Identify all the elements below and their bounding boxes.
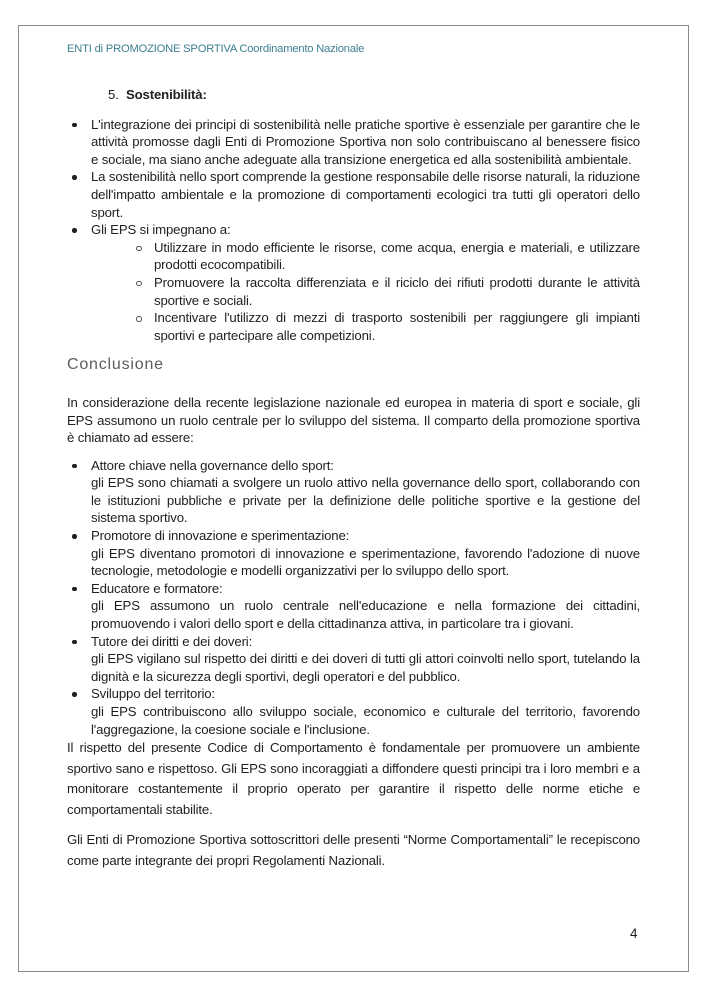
role-label: Promotore di innovazione e sperimentazione: — [91, 528, 350, 544]
list-item: L'integrazione dei principi di sostenibilità nelle pratiche sportive è essenziale per garantire che le attività promosse dagli Enti di Promozione Sportiva non solo contribuiscano al benessere fisico e sociale, ma siano anche adeguate alla transizione energetica ed alla sostenibilità ambientale. — [67, 116, 640, 169]
role-text: gli EPS vigilano sul rispetto dei diritti e dei doveri di tutti gli attori coinvolti nello sport, tutelando la dignità e la sicurezza degli sportivi, degli operatori e del pubblico. — [91, 651, 640, 684]
role-item — [67, 580, 640, 633]
sub-list-item: Utilizzare in modo efficiente le risorse, come acqua, energia e materiali, e utilizzare prodotti ecocompatibili. — [133, 239, 640, 274]
page-header: ENTI di PROMOZIONE SPORTIVA Coordinamento Nazionale — [67, 43, 365, 55]
role-item — [67, 457, 640, 527]
role-label: Sviluppo del territorio: — [91, 686, 215, 702]
roles-bullet-list — [67, 457, 640, 739]
list-item: La sostenibilità nello sport comprende la gestione responsabile delle risorse naturali, la riduzione dell'impatto ambientale e la promozione di comportamenti ecologici tra tutti gli operatori dello sport. — [67, 168, 640, 221]
conclusion-intro: In considerazione della recente legislazione nazionale ed europea in materia di sport e sociale, gli EPS assumono un ruolo centrale per lo sviluppo del sistema. Il comparto della promozione sportiva è chiamato ad essere: — [67, 394, 640, 446]
section-5-heading — [108, 86, 640, 104]
role-text: gli EPS diventano promotori di innovazione e sperimentazione, favorendo l'adozione di nuove tecnologie, metodologie e modelli organizzativi per lo sviluppo dello sport. — [91, 545, 640, 579]
closing-paragraph: Gli Enti di Promozione Sportiva sottoscrittori delle presenti “Norme Comportamentali” le recepiscono come parte integrante dei propri Regolamenti Nazionali. — [67, 832, 640, 868]
sub-list-item: Promuovere la raccolta differenziata e il riciclo dei rifiuti prodotti durante le attività sportive e sociali. — [133, 274, 640, 309]
commitment-sub-list — [91, 239, 640, 345]
sub-list-item: Incentivare l'utilizzo di mezzi di trasporto sostenibili per raggiungere gli impianti sportivi e partecipare alle competizioni. — [133, 309, 640, 344]
conclusion-heading: Conclusione — [67, 356, 164, 374]
section-number: 5. — [108, 87, 119, 102]
sustainability-bullet-list — [67, 116, 640, 345]
page-number: 4 — [630, 926, 638, 941]
role-item — [67, 685, 640, 738]
role-text: gli EPS sono chiamati a svolgere un ruolo attivo nella governance dello sport, collaborando con le istituzioni pubbliche e private per la definizione delle politiche sportive e la gestione del sistema sportivo. — [91, 475, 640, 526]
list-item-text: Gli EPS si impegnano a: — [91, 222, 231, 238]
role-text: gli EPS assumono un ruolo centrale nell'educazione e nella formazione dei cittadini, promuovendo i valori dello sport e della cittadinanza attiva, in particolare tra i giovani. — [91, 598, 640, 632]
role-label: Educatore e formatore: — [91, 580, 223, 596]
closing-paragraph: Il rispetto del presente Codice di Comportamento è fondamentale per promuovere un ambiente sportivo sano e rispettoso. Gli EPS sono incoraggiati a diffondere questi principi tra i loro membri e a monitorare costantemente il proprio operato per garantire il rispetto delle norme etiche e comportamentali stabilite. — [67, 740, 640, 817]
role-label: Tutore dei diritti e dei doveri: — [91, 633, 253, 649]
role-item — [67, 527, 640, 580]
role-text: gli EPS contribuiscono allo sviluppo sociale, economico e culturale del territorio, favorendo l'aggregazione, la coesione sociale e l'inclusione. — [91, 704, 640, 737]
role-item — [67, 633, 640, 686]
section-title: Sostenibilità: — [126, 87, 207, 102]
list-item — [67, 221, 640, 344]
page-content — [67, 86, 640, 881]
role-label: Attore chiave nella governance dello sport: — [91, 457, 334, 473]
